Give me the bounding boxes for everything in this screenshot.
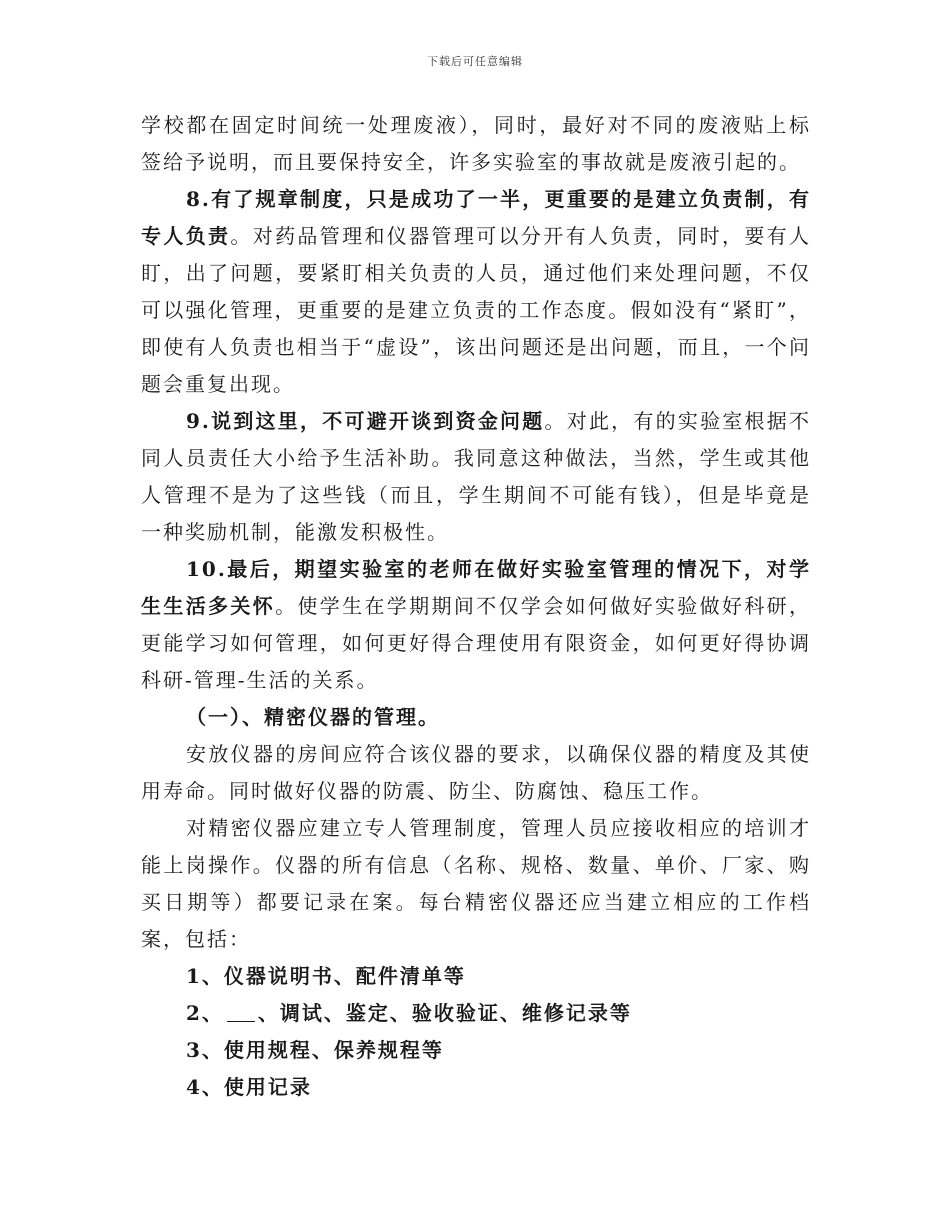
paragraph-item-8 <box>141 181 811 403</box>
list-item-2-number: 2、 <box>186 1001 224 1025</box>
paragraph-item-9 <box>141 403 811 551</box>
list-item-1: 1、仪器说明书、配件清单等 <box>186 964 466 988</box>
page-header: 下载后可任意编辑 <box>427 55 523 68</box>
paragraph-waste-liquid: 学校都在固定时间统一处理废液），同时，最好对不同的废液贴上标签给予说明，而且要保持安全，许多实验室的事故就是废液引起的。 <box>141 113 811 174</box>
list-item-2-text: 、调试、鉴定、验收验证、维修记录等 <box>257 1001 632 1025</box>
item-10-text: 。使学生在学期期间不仅学会如何做好实验做好科研，更能学习如何管理，如何更好得合理使用有限资金，如何更好得协调科研-管理-生活的关系。 <box>141 594 812 692</box>
item-10-heading: 10.最后，期望实验室的老师在做好实验室管理的情况下，对学生生活多关怀 <box>141 557 811 618</box>
list-item-2 <box>141 995 811 1032</box>
section-title: （一）、精密仪器的管理。 <box>186 705 440 729</box>
item-9-text: 。对此，有的实验室根据不同人员责任大小给予生活补助。我同意这种做法，当然，学生或其他人管理不是为了这些钱（而且，学生期间不可能有钱），但是毕竟是一种奖励机制，能激发积极性。 <box>141 409 811 544</box>
document-body <box>141 107 811 1106</box>
paragraph-management-system: 对精密仪器应建立专人管理制度，管理人员应接收相应的培训才能上岗操作。仪器的所有信息（名称、规格、数量、单价、厂家、购买日期等）都要记录在案。每台精密仪器还应当建立相应的工作档案，包括： <box>141 816 811 951</box>
list-item-4: 4、使用记录 <box>186 1075 312 1099</box>
fill-in-blank <box>227 997 255 1022</box>
paragraph-item-10 <box>141 551 811 699</box>
list-item-3: 3、使用规程、保养规程等 <box>186 1038 444 1062</box>
item-8-text: 。对药品管理和仪器管理可以分开有人负责，同时，要有人盯，出了问题，要紧盯相关负责的人员，通过他们来处理问题，不仅可以强化管理，更重要的是建立负责的工作态度。假如没有“紧盯”，即使有人负责也相当于“虚设”，该出问题还是出问题，而且，一个问题会重复出现。 <box>141 224 812 396</box>
item-8-heading: 8.有了规章制度，只是成功了一半，更重要的是建立负责制，有专人负责 <box>141 187 811 248</box>
paragraph-room-requirements: 安放仪器的房间应符合该仪器的要求，以确保仪器的精度及其使用寿命。同时做好仪器的防震、防尘、防腐蚀、稳压工作。 <box>141 742 811 803</box>
item-9-heading: 9.说到这里，不可避开谈到资金问题 <box>186 409 545 433</box>
